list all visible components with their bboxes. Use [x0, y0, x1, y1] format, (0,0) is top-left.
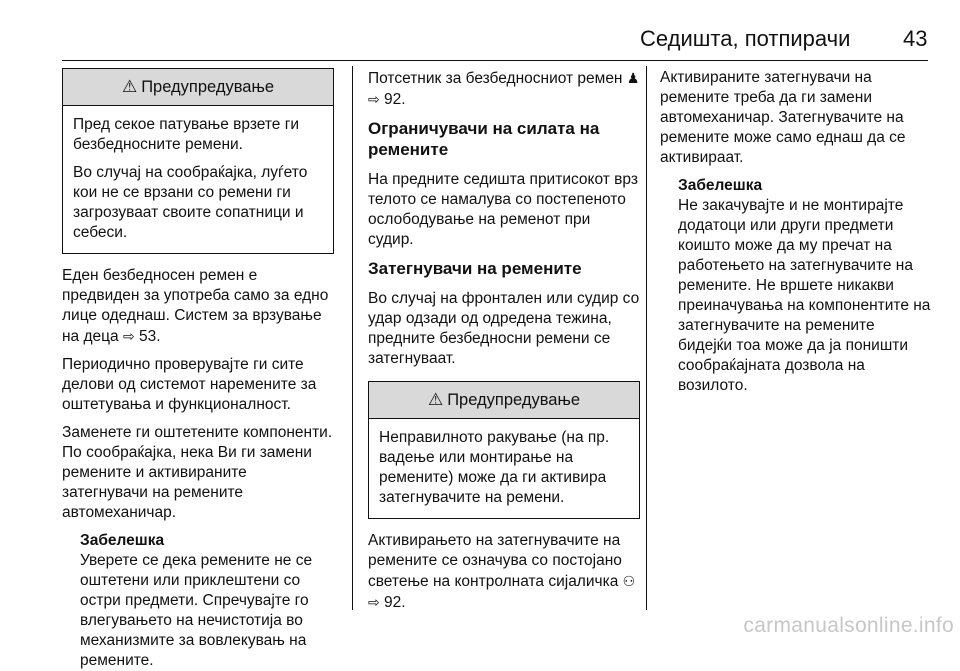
section-heading: Ограничувачи на силата на ремените [368, 119, 600, 159]
watermark: carmanualsonline.info [743, 614, 954, 637]
warning-header [63, 69, 333, 106]
paragraph: Еден безбедносен ремен е предвиден за употреба само за едно лице одеднаш. Систем за врзување на деца ⇨ 53. [62, 267, 329, 345]
warning-paragraph: Неправилното ракување (на пр. вадење или монтирање на ремените) може да ги активира затегнувачите на ремени. [379, 429, 610, 506]
warning-title: Предупредување [141, 78, 275, 96]
paragraph: Потсетник за безбедносниот ремен ♟ ⇨ 92. [368, 70, 640, 108]
page-reference-arrow-icon: ⇨ [368, 91, 380, 107]
note-box [62, 531, 334, 671]
paragraph: Активирањето на затегнувачите на ремените се означува со постојано светење на контролната сијаличка ⚇ ⇨ 92. [368, 532, 636, 611]
note-text: Не закачувајте и не монтирајте додатоци или други предмети коишто може да му пречат на работењето на затегнувачите на ремените. Не вршете никакви преиначувања на компонентите на затегнувачите на ремените бидејќи тоа може да ја поништи сообраќајната дозвола на возилото. [678, 197, 931, 394]
pretensioner-warning-light-icon: ⚇ [622, 573, 636, 589]
column-3 [660, 68, 932, 396]
warning-body [369, 419, 639, 518]
page-reference-arrow-icon: ⇨ [122, 328, 135, 344]
seatbelt-reminder-icon: ♟ [626, 70, 640, 86]
page-title: Седишта, потпирачи [640, 26, 851, 51]
paragraph: Заменете ги оштетените компоненти. По сообраќајка, нека Ви ги замени ремените и активираните затегнувачи на ремените автомеханичар. [62, 424, 333, 521]
section-heading: Затегнувачи на ремените [368, 259, 582, 278]
page-reference[interactable]: 92. [384, 91, 406, 108]
page-reference[interactable]: 92. [384, 594, 406, 611]
column-divider [352, 66, 353, 610]
paragraph: Активираните затегнувачи на ремените треба да ги замени автомеханичар. Затегнувачите на ремените може само еднаш да се активираат. [660, 69, 906, 166]
note-label: Забелешка [678, 177, 763, 194]
warning-box [62, 68, 334, 254]
warning-box [368, 381, 640, 519]
column-2 [368, 68, 640, 621]
warning-triangle-icon: ⚠ [427, 390, 444, 409]
column-divider [646, 66, 647, 610]
column-1 [62, 68, 334, 671]
warning-paragraph: Во случај на сообраќајка, луѓето кои не се врзани со ремени ги загрозуваат своите сопатници и себеси. [73, 164, 308, 241]
paragraph: Во случај на фронтален или судир со удар одзади од одредена тежина, предните безбедносни ремени се затегнуваат. [368, 290, 640, 367]
warning-body [63, 106, 333, 253]
warning-header [369, 382, 639, 419]
paragraph: На предните седишта притисокот врз телото се намалува со постепеното ослободување на ременот при судир. [368, 171, 638, 248]
warning-paragraph: Пред секое патување врзете ги безбедносните ремени. [73, 116, 300, 153]
page-number: 43 [903, 26, 928, 51]
paragraph: Периодично проверувајте ги сите делови од системот наремените за оштетувања и функционалност. [62, 356, 317, 413]
page-reference[interactable]: 53. [139, 328, 161, 345]
warning-title: Предупредување [447, 391, 581, 409]
note-text: Уверете се дека ремените не се оштетени или приклештени со остри предмети. Спречувајте го влегувањето на нечистотија во механизмите за вовлекувањ на ремените. [80, 552, 313, 669]
warning-triangle-icon: ⚠ [121, 77, 138, 96]
page-reference-arrow-icon: ⇨ [368, 594, 380, 610]
note-box [660, 176, 932, 396]
note-label: Забелешка [80, 532, 165, 549]
header-divider [62, 60, 928, 61]
